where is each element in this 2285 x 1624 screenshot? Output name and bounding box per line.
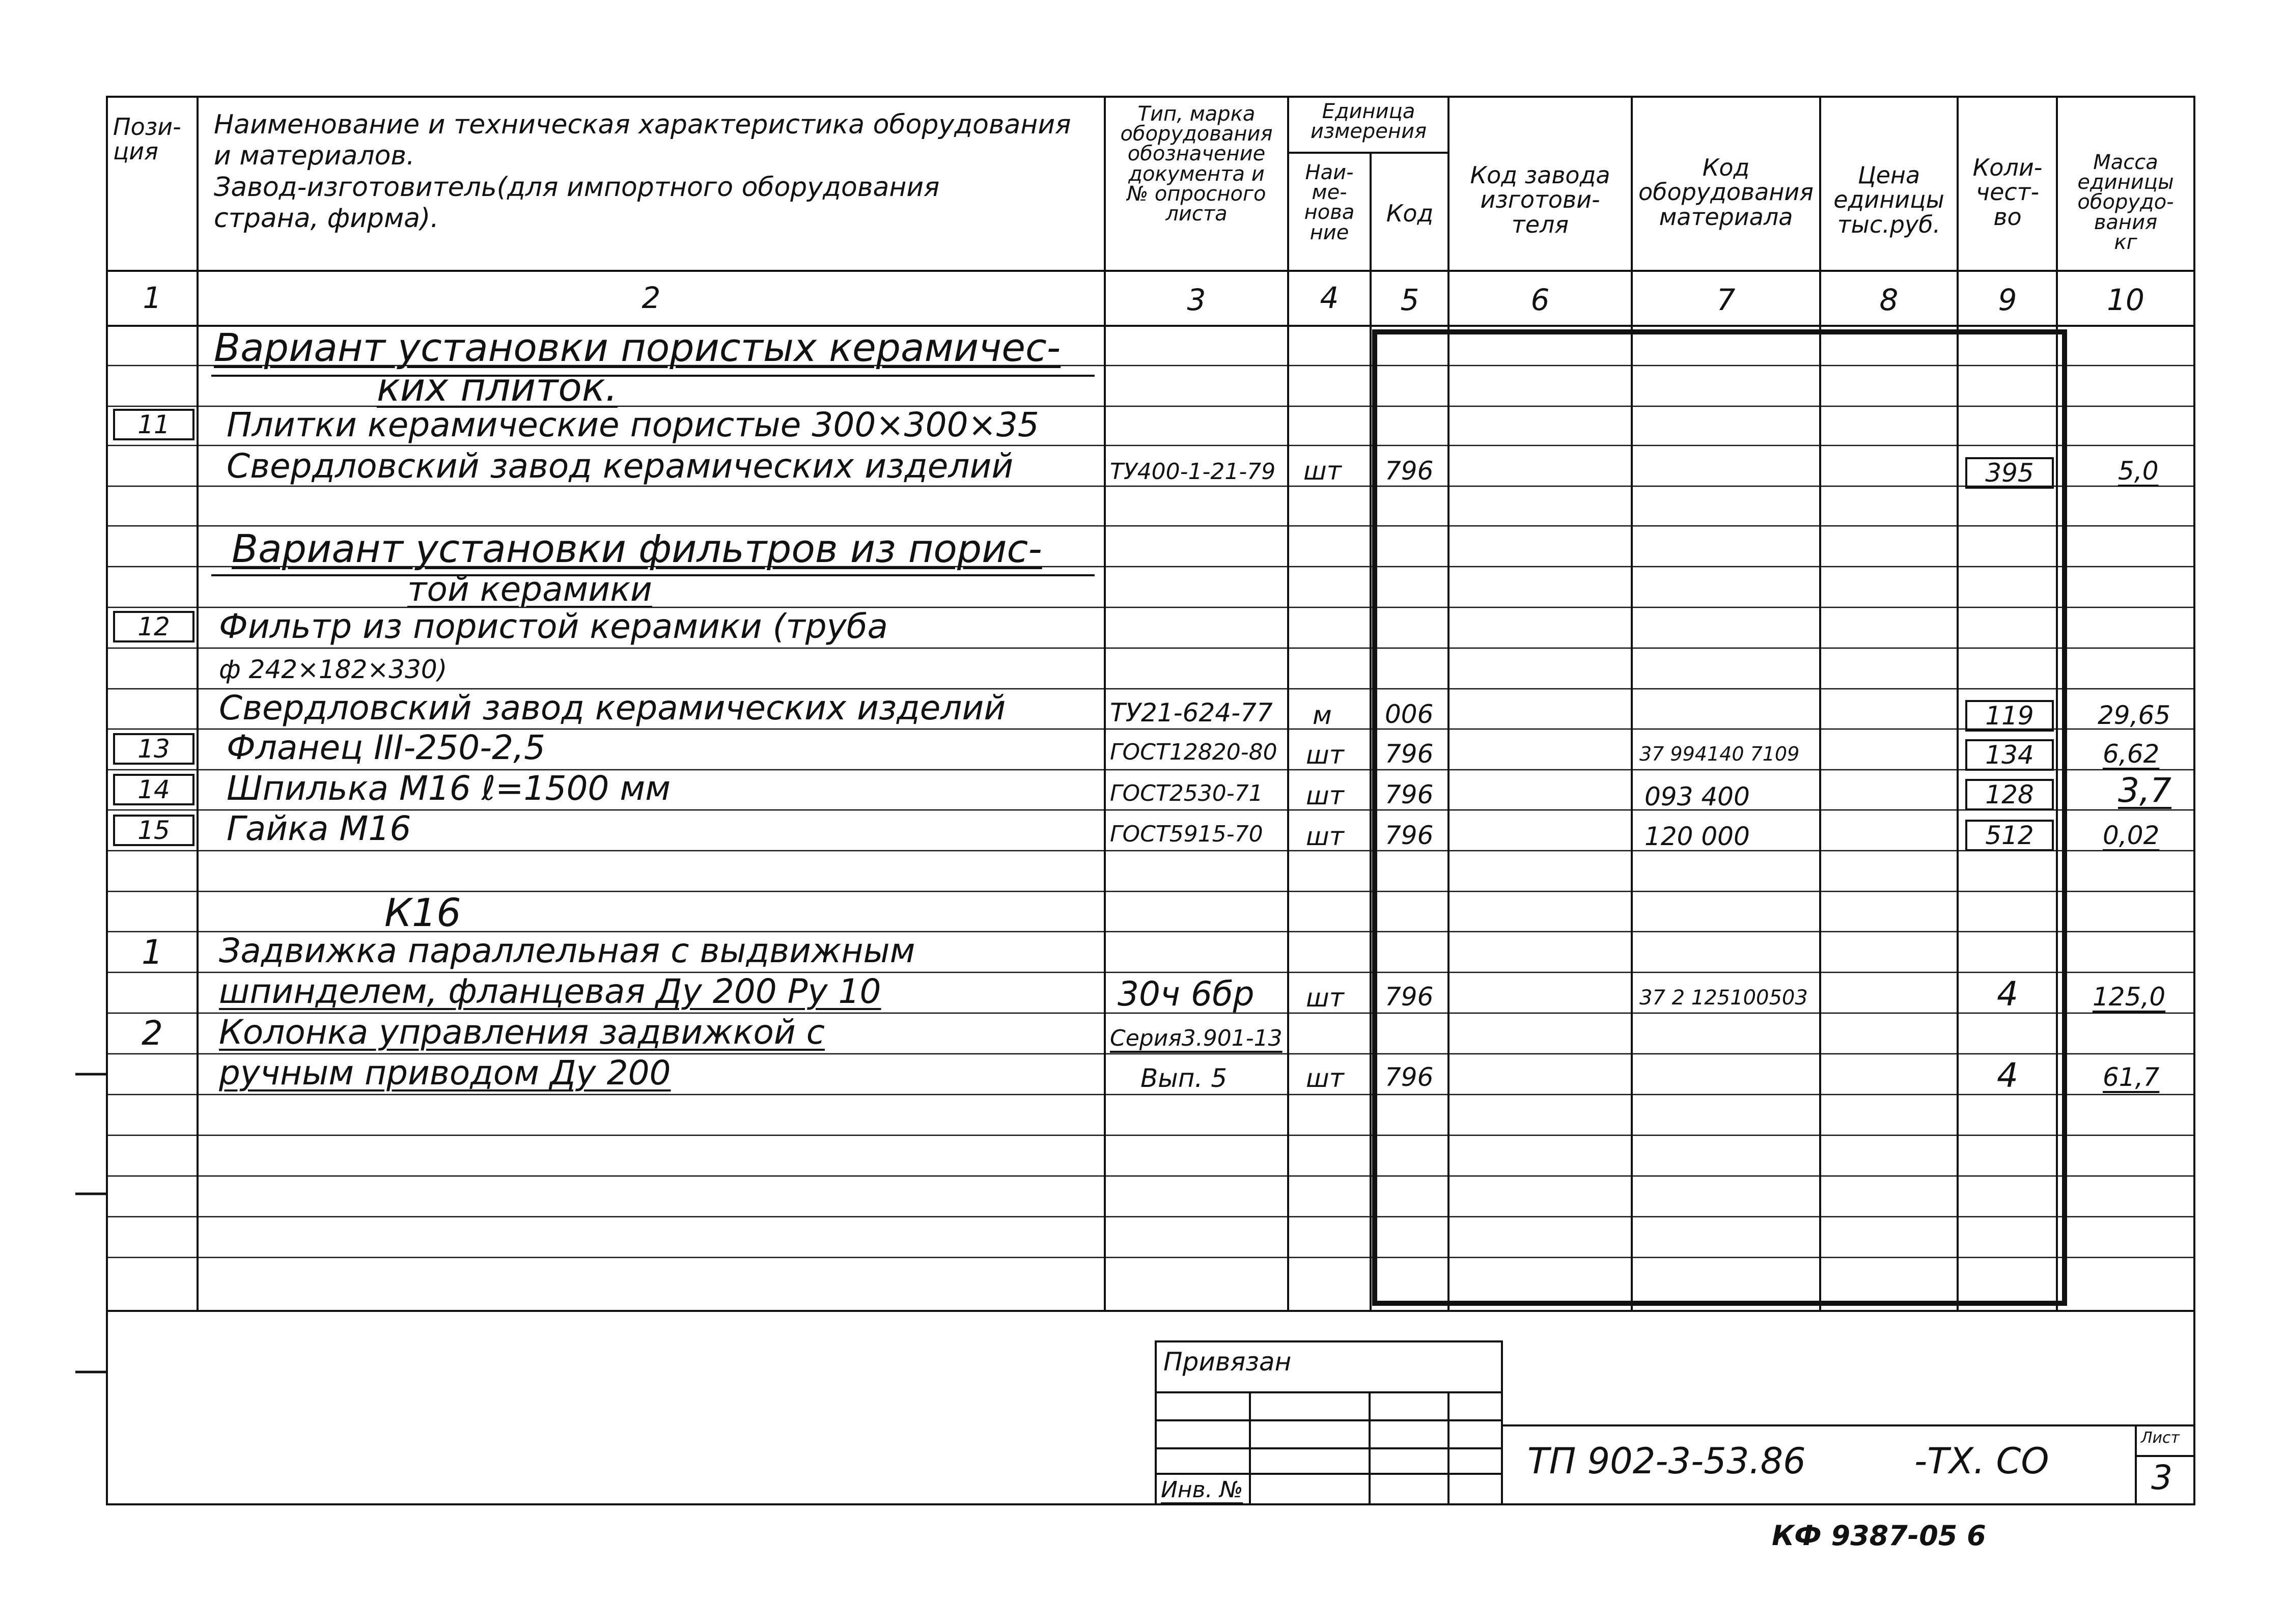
item15-qty-box: 512 [1965, 820, 2054, 851]
colnum-4: 4 [1320, 281, 1339, 315]
item1-name: Задвижка параллельная с выдвижным [219, 931, 915, 970]
item12-position-box: 12 [113, 611, 194, 642]
item1-type: 30ч 6бр [1118, 974, 1255, 1014]
item13-position-box: 13 [113, 733, 194, 765]
item15-name: Гайка М16 [227, 809, 411, 848]
colnum-9: 9 [1998, 283, 2017, 317]
item1-equip-code: 37 2 125100503 [1639, 986, 1808, 1010]
item13-type: ГОСТ12820-80 [1110, 739, 1277, 765]
item2-unit: шт [1306, 1063, 1344, 1093]
item12-dims: ф 242×182×330) [219, 655, 448, 684]
item2-name: Колонка управления задвижкой с [219, 1013, 825, 1052]
item11-name: Плитки керамические пористые 300×300×35 [227, 405, 1039, 444]
header-unit-group: Единица измерения [1310, 100, 1427, 144]
item13-qty-box: 134 [1965, 739, 2054, 771]
colnum-6: 6 [1530, 283, 1550, 317]
header-col1: Пози- ция [113, 113, 181, 165]
item14-qty-box: 128 [1965, 779, 2054, 810]
item1-unit: шт [1306, 983, 1344, 1013]
header-col3: Тип, марка оборудования обозначение документа и № опросного листа [1120, 102, 1273, 226]
item15-unit: шт [1306, 822, 1344, 851]
item2-position: 2 [142, 1014, 163, 1053]
item1-name-line2: шпинделем, фланцевая Ду 200 Ру 10 [219, 972, 881, 1011]
item2-qty: 4 [1997, 1056, 2018, 1095]
item1-code: 796 [1385, 982, 1434, 1012]
header-col6: Код завода изготови- теля [1470, 161, 1610, 238]
item1-qty: 4 [1997, 974, 2018, 1014]
item2-type: Серия3.901-13 [1110, 1025, 1283, 1051]
item11-qty [1965, 457, 2054, 489]
header-col4: Наи- ме- нова ние [1304, 161, 1355, 244]
stamp-inv-no: Инв. № [1161, 1477, 1243, 1503]
colnum-5: 5 [1400, 283, 1419, 317]
item13-qty [1965, 739, 2054, 771]
colnum-3: 3 [1187, 283, 1206, 317]
item11-mass: 5,0 [2118, 456, 2159, 486]
item11-maker: Свердловский завод керамических изделий [227, 446, 1014, 486]
stamp-sheet-number: 3 [2151, 1458, 2172, 1497]
item15-position [113, 815, 194, 846]
stamp-sheet-label: Лист [2141, 1429, 2180, 1447]
item14-position-box: 14 [113, 774, 194, 805]
item14-mass: 3,7 [2118, 771, 2171, 810]
stamp-doc-suffix: -ТХ. СО [1914, 1440, 2049, 1482]
item14-name: Шпилька М16 ℓ=1500 мм [227, 769, 671, 808]
item12-qty-box: 119 [1965, 700, 2054, 732]
item12-maker: Свердловский завод керамических изделий [219, 688, 1006, 727]
item2-name-line2: ручным приводом Ду 200 [219, 1053, 671, 1093]
item12-unit: м [1313, 701, 1332, 730]
item15-code: 796 [1385, 821, 1434, 850]
item12-code: 006 [1385, 699, 1434, 729]
stamp-attached: Привязан [1163, 1347, 1292, 1377]
item13-position [113, 733, 194, 765]
highlight-frame [1375, 332, 2065, 1303]
colnum-10: 10 [2107, 283, 2144, 317]
item14-code: 796 [1385, 780, 1434, 809]
stamp-doc-code: ТП 902-3-53.86 [1527, 1440, 1806, 1482]
header-col2: Наименование и техническая характеристика оборудования и материалов. Завод-изготовитель(для импортного оборудования страна, фирма). [214, 109, 1071, 234]
item12-mass: 29,65 [2098, 701, 2171, 730]
colnum-2: 2 [642, 281, 661, 315]
item2-mass: 61,7 [2103, 1062, 2160, 1092]
header-col9: Коли- чест- во [1972, 154, 2043, 231]
item11-position-box: 11 [113, 409, 194, 440]
item14-position [113, 774, 194, 805]
header-col10: Масса единицы оборудо- вания кг [2077, 151, 2174, 254]
item1-mass: 125,0 [2093, 982, 2166, 1012]
item14-equip-code: 093 400 [1645, 782, 1750, 811]
item1-position: 1 [142, 933, 163, 972]
header-col5: Код [1386, 200, 1434, 227]
item2-type-line2: Вып. 5 [1140, 1063, 1228, 1093]
section2-title-line2: той керамики [407, 570, 652, 609]
item11-position [113, 409, 194, 440]
item12-qty [1965, 700, 2054, 732]
colnum-1: 1 [143, 281, 162, 315]
section3-title: К16 [384, 890, 461, 935]
item12-type: ТУ21-624-77 [1110, 698, 1273, 727]
section1-title-line1: Вариант установки пористых керамичес- [214, 325, 1061, 370]
section2-title-line1: Вариант установки фильтров из порис- [232, 526, 1042, 571]
item12-position [113, 611, 194, 642]
item11-qty-box: 395 [1965, 457, 2054, 489]
item11-code: 796 [1385, 456, 1434, 486]
item11-unit: шт [1303, 456, 1342, 486]
item15-equip-code: 120 000 [1645, 822, 1750, 851]
item15-type: ГОСТ5915-70 [1110, 821, 1263, 847]
item13-name: Фланец III-250-2,5 [227, 728, 546, 767]
item13-code: 796 [1385, 739, 1434, 769]
header-col7: Код оборудования материала [1638, 154, 1814, 231]
header-col8: Цена единицы тыс.руб. [1833, 161, 1944, 238]
item15-qty [1965, 820, 2054, 851]
item15-mass: 0,02 [2103, 821, 2160, 850]
archive-code: КФ 9387-05 6 [1772, 1520, 1986, 1552]
colnum-7: 7 [1716, 283, 1736, 317]
item13-unit: шт [1306, 740, 1344, 770]
colnum-8: 8 [1879, 283, 1899, 317]
item13-mass: 6,62 [2103, 739, 2160, 769]
item14-unit: шт [1306, 781, 1344, 810]
item14-qty [1965, 779, 2054, 810]
item13-equip-code: 37 994140 7109 [1639, 743, 1800, 765]
item2-code: 796 [1385, 1062, 1434, 1092]
section1-title-line2: ких плиток. [377, 365, 618, 410]
item14-type: ГОСТ2530-71 [1110, 780, 1263, 806]
item11-type: ТУ400-1-21-79 [1110, 459, 1276, 485]
item12-name: Фильтр из пористой керамики (труба [219, 607, 888, 646]
item15-position-box: 15 [113, 815, 194, 846]
